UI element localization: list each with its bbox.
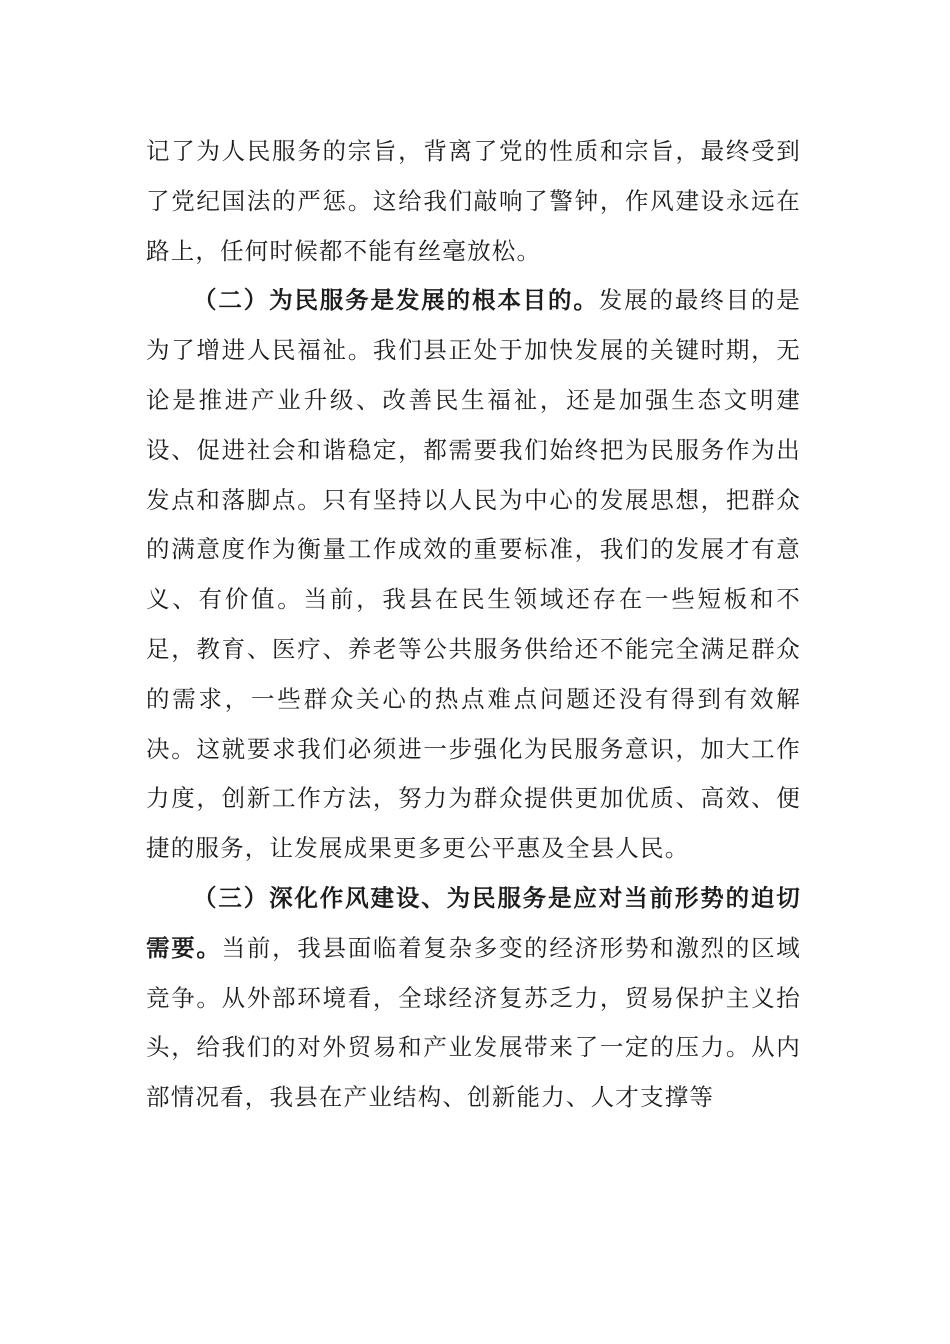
paragraph-body: 发展的最终目的是为了增进人民福祉。我们县正处于加快发展的关键时期，无论是推进产业升级、改善民生福祉，还是加强生态文明建设、促进社会和谐稳定，都需要我们始终把为民服务作为出发点和落脚点。只有坚持以人民为中心的发展思想，把群众的满意度作为衡量工作成效的重要标准，我们的发展才有意义、有价值。当前，我县在民生领域还存在一些短板和不足，教育、医疗、养老等公共服务供给还不能完全满足群众的需求，一些群众关心的热点难点问题还没有得到有效解决。这就要求我们必须进一步强化为民服务意识，加大工作力度，创新工作方法，努力为群众提供更加优质、高效、便捷的服务，让发展成果更多更公平惠及全县人民。 (146, 286, 801, 863)
section-heading: （三）深化作风建设、为民服务是应对当前形势的迫切需要。 (146, 883, 801, 962)
paragraph-body: 记了为人民服务的宗旨，背离了党的性质和宗旨，最终受到了党纪国法的严惩。这给我们敲响了警钟，作风建设永远在路上，任何时候都不能有丝毫放松。 (146, 137, 801, 265)
section-heading: （二）为民服务是发展的根本目的。 (193, 286, 599, 315)
document-body (146, 127, 801, 1123)
paragraph-section-2 (146, 276, 801, 874)
paragraph-continuation (146, 127, 801, 276)
paragraph-section-3 (146, 874, 801, 1123)
paragraph-body: 当前，我县面临着复杂多变的经济形势和激烈的区域竞争。从外部环境看，全球经济复苏乏力，贸易保护主义抬头，给我们的对外贸易和产业发展带来了一定的压力。从内部情况看，我县在产业结构、创新能力、人才支撑等 (146, 933, 801, 1112)
